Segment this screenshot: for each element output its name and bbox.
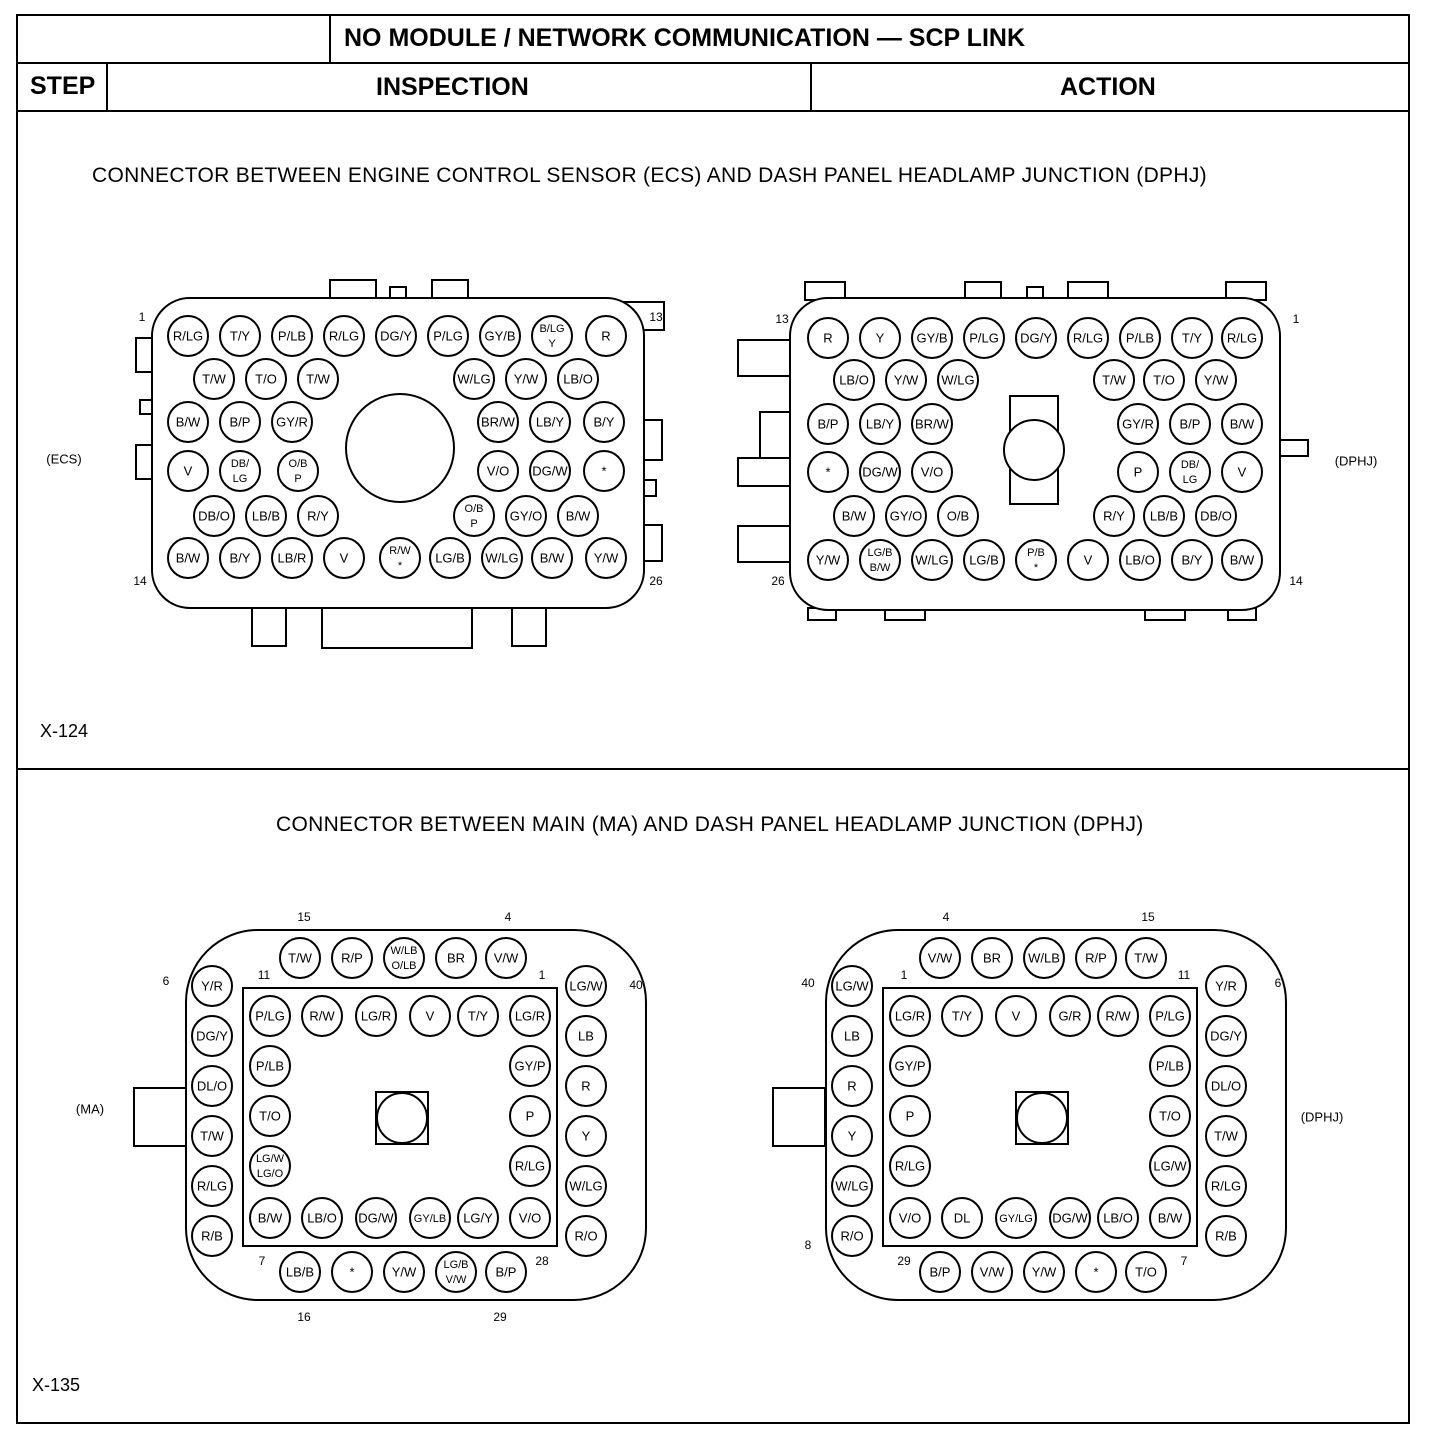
pin-wire-color: LG/R	[514, 1008, 546, 1024]
pin-wire-color: DB/	[1180, 458, 1200, 471]
action-column-header: ACTION	[1060, 73, 1156, 101]
pin-wire-color: Y	[581, 1128, 591, 1144]
pin-wire-color: LB	[844, 1028, 860, 1044]
pin-wire-color: R/LG	[1072, 330, 1104, 346]
section2-caption: CONNECTOR BETWEEN MAIN (MA) AND DASH PANEL HEADLAMP JUNCTION (DPHJ)	[276, 813, 1144, 836]
pin-wire-color: W/LG	[835, 1178, 869, 1194]
section2-figure-id: X-135	[32, 1375, 81, 1395]
pin-wire-color: GY/B	[916, 330, 948, 346]
pin-wire-color: GY/LG	[999, 1212, 1033, 1225]
pin-wire-color: V/O	[898, 1210, 922, 1226]
pin-wire-color: R	[601, 328, 611, 344]
pin-number: 7	[258, 1254, 266, 1269]
pin-wire-color: BR	[982, 950, 1002, 966]
pin-wire-color: LB/Y	[535, 414, 565, 430]
connector-tab	[644, 480, 656, 496]
pin-wire-color: V	[1083, 552, 1093, 568]
pin-wire-color: W/LG	[457, 371, 491, 387]
center-boss	[377, 1093, 427, 1143]
pin-number: 14	[133, 574, 147, 589]
pin-number: 1	[1292, 312, 1300, 327]
pin-wire-color: V	[183, 463, 193, 479]
pin-wire-color: DG/Y	[1020, 330, 1052, 346]
pin-wire-color: LG/W	[569, 978, 603, 994]
pin-wire-color: R/LG	[328, 328, 360, 344]
pin-wire-color: DG/Y	[196, 1028, 228, 1044]
pin-wire-color: P	[1133, 464, 1143, 480]
pin-wire-color: B/W	[841, 508, 867, 524]
pin-wire-color: B/Y	[593, 414, 615, 430]
connector-side-label: (ECS)	[46, 451, 82, 467]
pin-number: 11	[1177, 968, 1191, 983]
pin-number: 26	[771, 574, 785, 589]
pin-wire-color: *	[397, 559, 403, 572]
pin-wire-color: Y/W	[1031, 1264, 1057, 1280]
pin-wire-color: P/LG	[255, 1008, 285, 1024]
pin-wire-color: Y/W	[593, 550, 619, 566]
connector-side-label: (DPHJ)	[1300, 1109, 1344, 1125]
pin-wire-color: LG/B	[969, 552, 999, 568]
pin-wire-color: B/W	[1157, 1210, 1183, 1226]
pin-number: 4	[504, 910, 512, 925]
pin-wire-color: BR/W	[915, 416, 949, 432]
pin-wire-color: R/LG	[514, 1158, 546, 1174]
pin-wire-color: DB/O	[198, 508, 230, 524]
pin-wire-color: P/LB	[1155, 1058, 1185, 1074]
pin-wire-color: V/W	[445, 1273, 467, 1286]
pin-wire-color: DG/Y	[1210, 1028, 1242, 1044]
section1-caption: CONNECTOR BETWEEN ENGINE CONTROL SENSOR (ECS) AND DASH PANEL HEADLAMP JUNCTION (DPHJ)	[92, 164, 1207, 187]
pin-wire-color: P	[525, 1108, 535, 1124]
center-boss	[1017, 1093, 1067, 1143]
pin-wire-color: GY/O	[889, 508, 923, 524]
pin-wire-color: B/W	[257, 1210, 283, 1226]
pin-wire-color: T/O	[259, 1108, 281, 1124]
pin-number: 13	[775, 312, 789, 327]
pin-wire-color: B/W	[539, 550, 565, 566]
pin-wire-color: Y	[847, 1128, 857, 1144]
pin-wire-color: LG	[1182, 473, 1198, 486]
pin-wire-color: GY/LB	[413, 1212, 447, 1225]
pin-number: 40	[801, 976, 815, 991]
pin-wire-color: B/LG	[539, 322, 565, 335]
pin-wire-color: P/LG	[433, 328, 463, 344]
pin-wire-color: R/O	[574, 1228, 598, 1244]
pin-wire-color: LB/O	[839, 372, 869, 388]
pin-wire-color: Y/W	[1203, 372, 1229, 388]
pin-wire-color: R	[581, 1078, 591, 1094]
pin-wire-color: T/Y	[1181, 330, 1203, 346]
pin-number: 1	[900, 968, 908, 983]
step-column-header: STEP	[30, 72, 96, 100]
pin-wire-color: Y/W	[391, 1264, 417, 1280]
pin-wire-color: T/W	[306, 371, 330, 387]
pin-wire-color: R/P	[1085, 950, 1107, 966]
pin-wire-color: *	[1033, 561, 1039, 574]
pin-number: 29	[897, 1254, 911, 1269]
pin-wire-color: P/LB	[277, 328, 307, 344]
pin-wire-color: T/Y	[229, 328, 251, 344]
pin-wire-color: T/W	[200, 1128, 224, 1144]
pin-wire-color: DB/	[230, 457, 250, 470]
pin-wire-color: V/W	[979, 1264, 1005, 1280]
pin-wire-color: Y/W	[893, 372, 919, 388]
pin-wire-color: LB/O	[307, 1210, 337, 1226]
pin-wire-color: LB/O	[563, 371, 593, 387]
pin-wire-color: R	[823, 330, 833, 346]
connector-dphj-x124	[738, 282, 1377, 620]
page-title: NO MODULE / NETWORK COMMUNICATION — SCP LINK	[344, 24, 1025, 52]
pin-wire-color: V/O	[920, 464, 944, 480]
center-boss	[1004, 420, 1064, 480]
pin-wire-color: GY/P	[514, 1058, 546, 1074]
connector-tab	[738, 526, 792, 562]
pin-wire-color: B/P	[929, 1264, 951, 1280]
pin-wire-color: LB	[578, 1028, 594, 1044]
pin-wire-color: GY/O	[509, 508, 543, 524]
pin-wire-color: T/W	[1134, 950, 1158, 966]
connector-tab	[738, 340, 792, 376]
pin-wire-color: P/LB	[255, 1058, 285, 1074]
inspection-column-header: INSPECTION	[376, 73, 529, 101]
pin-wire-color: T/W	[1102, 372, 1126, 388]
pin-wire-color: T/O	[255, 371, 277, 387]
pin-number: 16	[297, 1310, 311, 1325]
pin-wire-color: W/LB	[390, 944, 418, 957]
connector-tab	[322, 606, 472, 648]
pin-number: 15	[1141, 910, 1155, 925]
pin-wire-color: LB/Y	[865, 416, 895, 432]
pin-wire-color: R/O	[840, 1228, 864, 1244]
connector-ma-x135	[76, 910, 646, 1324]
pin-wire-color: P	[294, 472, 302, 485]
pin-wire-color: T/W	[1214, 1128, 1238, 1144]
pin-number: 6	[1274, 976, 1282, 991]
pin-number: 13	[649, 310, 663, 325]
pin-wire-color: W/LG	[941, 372, 975, 388]
pin-wire-color: B/Y	[229, 550, 251, 566]
pin-wire-color: B/Y	[1181, 552, 1203, 568]
connector-ecs-x124	[46, 280, 664, 648]
pin-wire-color: GY/P	[894, 1058, 926, 1074]
pin-wire-color: R/LG	[894, 1158, 926, 1174]
connector-tab	[773, 1088, 825, 1146]
pin-wire-color: LB/O	[1103, 1210, 1133, 1226]
pin-number: 26	[649, 574, 663, 589]
pin-number: 7	[1180, 1254, 1188, 1269]
pin-wire-color: LG/Y	[463, 1210, 493, 1226]
pin-number: 14	[1289, 574, 1303, 589]
pin-wire-color: LB/B	[251, 508, 281, 524]
pin-wire-color: LG/B	[867, 546, 893, 559]
connector-tab	[134, 1088, 186, 1146]
connector-tab	[512, 606, 546, 646]
pin-wire-color: R/W	[1105, 1008, 1131, 1024]
pin-wire-color: R/LG	[196, 1178, 228, 1194]
pin-wire-color: P/LG	[969, 330, 999, 346]
pin-wire-color: DG/W	[532, 463, 568, 479]
pin-wire-color: LG/B	[443, 1258, 469, 1271]
pin-wire-color: T/Y	[467, 1008, 489, 1024]
pin-wire-color: P	[470, 517, 478, 530]
pin-wire-color: O/B	[946, 508, 970, 524]
pin-wire-color: W/LB	[1028, 950, 1060, 966]
pin-wire-color: DG/W	[358, 1210, 394, 1226]
pin-wire-color: *	[1093, 1264, 1099, 1280]
pin-wire-color: O/B	[464, 502, 484, 515]
pin-wire-color: B/W	[1229, 416, 1255, 432]
pin-wire-color: DL	[953, 1210, 971, 1226]
pin-wire-color: O/LB	[391, 959, 417, 972]
pin-wire-color: R/W	[309, 1008, 335, 1024]
pin-wire-color: R/B	[201, 1228, 223, 1244]
pin-wire-color: B/W	[1229, 552, 1255, 568]
pin-wire-color: R/Y	[307, 508, 329, 524]
pin-wire-color: Y	[548, 337, 556, 350]
pin-wire-color: GY/R	[276, 414, 308, 430]
section1-figure-id: X-124	[40, 721, 89, 741]
pin-wire-color: P/LB	[1125, 330, 1155, 346]
pin-wire-color: R/LG	[172, 328, 204, 344]
pin-number: 1	[538, 968, 546, 983]
pin-wire-color: LG/O	[256, 1167, 284, 1180]
pin-wire-color: V	[339, 550, 349, 566]
pin-wire-color: O/B	[288, 457, 308, 470]
pin-wire-color: LB/B	[285, 1264, 315, 1280]
pin-wire-color: Y/R	[201, 978, 223, 994]
pin-wire-color: DL/O	[196, 1078, 228, 1094]
pin-number: 6	[162, 974, 170, 989]
pin-number: 40	[629, 978, 643, 993]
pin-wire-color: P/LG	[1155, 1008, 1185, 1024]
connector-tab	[1278, 440, 1308, 456]
pin-wire-color: LG/B	[435, 550, 465, 566]
pin-number: 15	[297, 910, 311, 925]
pin-number: 1	[138, 310, 146, 325]
pin-wire-color: LB/O	[1125, 552, 1155, 568]
pin-wire-color: *	[601, 463, 607, 479]
pin-wire-color: LG	[232, 472, 248, 485]
pin-number: 4	[942, 910, 950, 925]
pin-wire-color: Y	[875, 330, 885, 346]
pin-wire-color: Y/R	[1215, 978, 1237, 994]
pin-wire-color: LG/R	[894, 1008, 926, 1024]
connector-tab	[738, 458, 792, 486]
pin-wire-color: V	[1237, 464, 1247, 480]
pin-wire-color: V/W	[493, 950, 519, 966]
pin-wire-color: DG/W	[1052, 1210, 1088, 1226]
pin-wire-color: DB/O	[1200, 508, 1232, 524]
pin-wire-color: Y/W	[513, 371, 539, 387]
pin-wire-color: GY/B	[484, 328, 516, 344]
pin-wire-color: W/LG	[569, 1178, 603, 1194]
center-boss	[346, 394, 454, 502]
pin-wire-color: B/P	[1179, 416, 1201, 432]
pin-wire-color: BR	[446, 950, 466, 966]
pin-wire-color: R/W	[389, 544, 411, 557]
pin-wire-color: R/LG	[1226, 330, 1258, 346]
pin-wire-color: V	[1011, 1008, 1021, 1024]
pin-wire-color: B/W	[869, 561, 891, 574]
pin-wire-color: LB/B	[1149, 508, 1179, 524]
pin-wire-color: LG/R	[360, 1008, 392, 1024]
pin-wire-color: V	[425, 1008, 435, 1024]
pin-wire-color: P/B	[1027, 546, 1045, 559]
pin-number: 8	[804, 1238, 812, 1253]
pin-number: 29	[493, 1310, 507, 1325]
pin-wire-color: T/W	[202, 371, 226, 387]
pin-wire-color: T/O	[1135, 1264, 1157, 1280]
pin-wire-color: B/P	[817, 416, 839, 432]
pin-wire-color: R	[847, 1078, 857, 1094]
pin-wire-color: DL/O	[1210, 1078, 1242, 1094]
pin-wire-color: T/Y	[951, 1008, 973, 1024]
pin-wire-color: Y/W	[815, 552, 841, 568]
pin-wire-color: B/P	[495, 1264, 517, 1280]
pin-wire-color: BR/W	[481, 414, 515, 430]
pin-wire-color: LG/W	[1153, 1158, 1187, 1174]
pin-wire-color: R/Y	[1103, 508, 1125, 524]
pin-wire-color: R/P	[341, 950, 363, 966]
pin-wire-color: T/O	[1159, 1108, 1181, 1124]
connector-tab	[644, 420, 662, 460]
pin-number: 28	[535, 1254, 549, 1269]
connector-dphj-x135	[773, 910, 1343, 1300]
pin-wire-color: W/LG	[485, 550, 519, 566]
pin-wire-color: V/O	[518, 1210, 542, 1226]
pin-wire-color: *	[825, 464, 831, 480]
pin-wire-color: B/P	[229, 414, 251, 430]
pin-wire-color: DG/Y	[380, 328, 412, 344]
pin-wire-color: T/O	[1153, 372, 1175, 388]
connector-tab	[252, 606, 286, 646]
connector-tab	[644, 525, 662, 561]
pin-wire-color: B/W	[565, 508, 591, 524]
pin-wire-color: B/W	[175, 550, 201, 566]
pin-wire-color: LB/R	[277, 550, 307, 566]
pin-wire-color: R/LG	[1210, 1178, 1242, 1194]
pin-wire-color: LG/W	[835, 978, 869, 994]
pin-wire-color: V/W	[927, 950, 953, 966]
connector-side-label: (DPHJ)	[1334, 453, 1378, 469]
pin-wire-color: R/B	[1215, 1228, 1237, 1244]
pin-number: 11	[257, 968, 271, 983]
pin-wire-color: *	[349, 1264, 355, 1280]
pin-wire-color: GY/R	[1122, 416, 1154, 432]
pin-wire-color: W/LG	[915, 552, 949, 568]
pin-wire-color: V/O	[486, 463, 510, 479]
pin-wire-color: P	[905, 1108, 915, 1124]
pin-wire-color: G/R	[1058, 1008, 1082, 1024]
connector-side-label: (MA)	[75, 1101, 105, 1117]
pin-wire-color: DG/W	[862, 464, 898, 480]
pin-wire-color: B/W	[175, 414, 201, 430]
pin-wire-color: LG/W	[255, 1152, 285, 1165]
pin-wire-color: T/W	[288, 950, 312, 966]
